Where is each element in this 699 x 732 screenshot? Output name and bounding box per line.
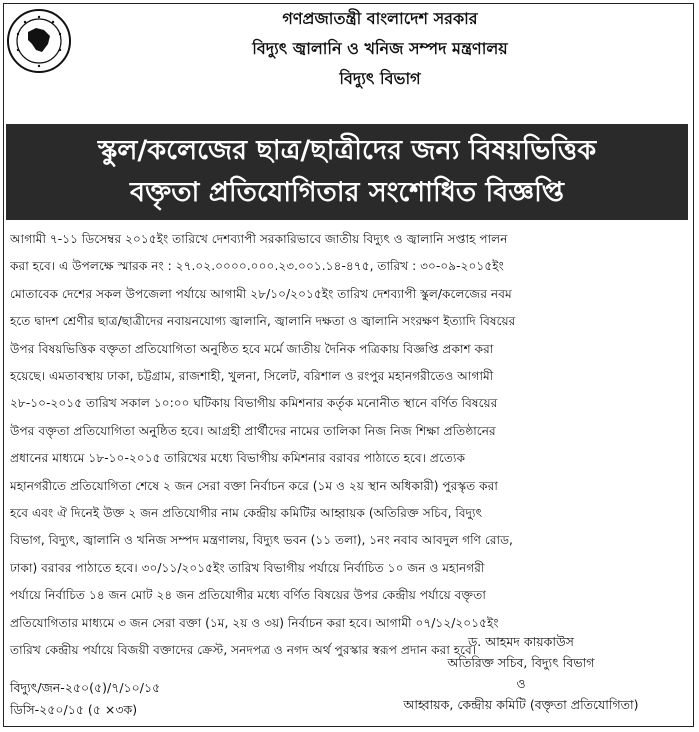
memo-number: বিদ্যুৎ/জন-২৫০(৫)/৭/১০/১৫	[10, 680, 161, 695]
reference-numbers	[10, 677, 160, 721]
signatory-role: আহ্বায়ক, কেন্দ্রীয় কমিটি (বক্তৃতা প্রতিযোগিতা)	[403, 697, 639, 712]
signatory-name: ড. আহমদ কায়কাউস	[468, 634, 574, 649]
signatory-conjunction: ও	[516, 676, 526, 691]
signature-block	[356, 631, 686, 715]
body-line: ঢাকা) বরাবর পাঠাতে হবে। ৩০/১১/২০১৫ইং তারিখ বিভাগীয় পর্যায়ে নির্বাচিত ১০ জন ও মহানগরী	[10, 560, 485, 575]
body-line: পর্যায়ে নির্বাচিত ১৪ জন মোট ২৪ জন প্রতিযোগীর মধ্যে বর্ণিত বিষয়ের উপর কেন্দ্রীয় পর্যায়ে বক্তৃতা	[10, 588, 486, 603]
notice-title-banner	[6, 124, 688, 220]
body-line: প্রধানের মাধ্যমে ১৮-১০-২০১৫ তারিখের মধ্যে বিভাগীয় কমিশনার বরাবর পাঠাতে হবে। প্রত্যেক	[10, 451, 466, 466]
body-line: হয়েছে। এমতাবস্থায় ঢাকা, চট্টগ্রাম, রাজশাহী, খুলনা, সিলেট, বরিশাল ও রংপুর মহানগরীতেও আগামী	[10, 369, 494, 384]
body-line: বিভাগ, বিদ্যুৎ, জ্বালানি ও খনিজ সম্পদ মন্ত্রণালয়, বিদ্যুৎ ভবন (১১ তলা), ১নং নবাব আবদুল গণি রোড,	[10, 533, 513, 548]
ministry-name: বিদ্যুৎ জ্বালানি ও খনিজ সম্পদ মন্ত্রণালয়	[252, 39, 508, 58]
body-line: মোতাবেক দেশের সকল উপজেলা পর্যায়ে আগামী ২৮/১০/২০১৫ইং তারিখ দেশব্যাপী স্কুল/কলেজের নবম	[10, 286, 512, 301]
body-line: উপর বিষয়ভিত্তিক বক্তৃতা প্রতিযোগিতা অনুষ্ঠিত হবে মর্মে জাতীয় দৈনিক পত্রিকায় বিজ্ঞপ্তি প্রকাশ করা	[10, 341, 494, 356]
notice-title-line-1: স্কুল/কলেজের ছাত্র/ছাত্রীদের জন্য বিষয়ভিত্তিক	[97, 135, 597, 166]
body-line: তারিখ কেন্দ্রীয় পর্যায়ে বিজয়ী বক্তাদের ক্রেস্ট, সনদপত্র ও নগদ অর্থ পুরস্কার স্বরূপ প্রদান করা হবে।	[10, 643, 477, 658]
letterhead	[80, 4, 680, 94]
body-line: ২৮-১০-২০১৫ তারিখ সকাল ১০:০০ ঘটিকায় বিভাগীয় কমিশনার কর্তৃক মনোনীত স্থানে বর্ণিত বিষয়ের	[10, 396, 498, 411]
dc-number: ডিসি-২৫০/১৫ (৫ ×৩ক)	[10, 702, 138, 717]
body-line: মহানগরীতে প্রতিযোগিতা শেষে ২ জন সেরা বক্তা নির্বাচন করে (১ম ও ২য় স্থান অধিকারী) পুরস্কৃত করা	[10, 478, 498, 493]
notice-title-line-2: বক্তৃতা প্রতিযোগিতার সংশোধিত বিজ্ঞপ্তি	[129, 177, 564, 208]
body-line: আগামী ৭-১১ ডিসেম্বর ২০১৫ইং তারিখে দেশব্যাপী সরকারিভাবে জাতীয় বিদ্যুৎ ও জ্বালানি সপ্তাহ পালন	[10, 232, 508, 246]
body-line: হবে এবং ঐ দিনেই উক্ত ২ জন প্রতিযোগীর নাম কেন্দ্রীয় কমিটির আহ্বায়ক (অতিরিক্ত সচিব, বিদ্যুৎ	[10, 506, 483, 521]
government-seal-icon	[6, 8, 72, 74]
body-line: করা হবে। এ উপলক্ষে স্মারক নং : ২৭.০২.০০০০.০০০.২৩.০০১.১৪-৪৭৫, তারিখ : ৩০-০৯-২০১৫ইং	[10, 259, 504, 274]
body-line: হতে দ্বাদশ শ্রেণীর ছাত্র/ছাত্রীদের নবায়নযোগ্য জ্বালানি, জ্বালানি দক্ষতা ও জ্বালানি সংরক্ষণ ইত্যাদি বিষয়ের	[10, 314, 516, 329]
body-line: প্রতিযোগিতার মাধ্যমে ৩ জন সেরা বক্তা (১ম, ২য় ও ৩য়) নির্বাচন করা হবে। আগামী ০৭/১২/২০১৫ইং	[10, 615, 499, 630]
division-name: বিদ্যুৎ বিভাগ	[339, 69, 421, 88]
signatory-designation: অতিরিক্ত সচিব, বিদ্যুৎ বিভাগ	[447, 655, 595, 670]
notice-body	[10, 226, 686, 665]
government-name: গণপ্রজাতন্ত্রী বাংলাদেশ সরকার	[282, 9, 478, 28]
body-line: উপর বক্তৃতা প্রতিযোগিতা অনুষ্ঠিত হবে। আগ্রহী প্রার্থীদের নামের তালিকা নিজ নিজ শিক্ষা প্রতিষ্ঠানের	[10, 423, 496, 438]
